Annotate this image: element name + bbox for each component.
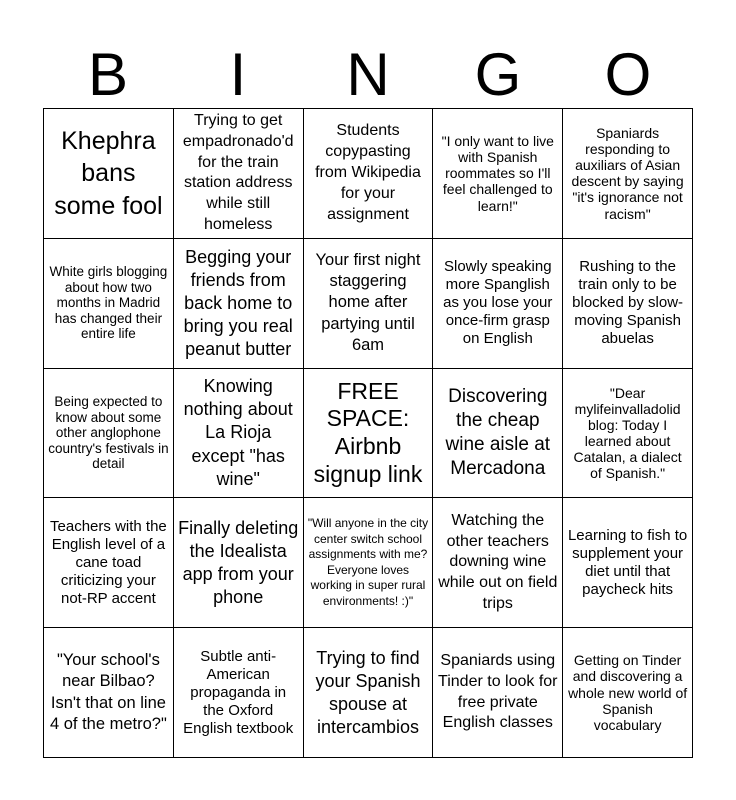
bingo-cell-r1-c1[interactable]: Khephra bans some fool	[44, 109, 174, 239]
bingo-cell-r2-c5[interactable]: Rushing to the train only to be blocked by slow-moving Spanish abuelas	[563, 239, 693, 369]
header-letter-g: G	[474, 41, 522, 108]
header-letter-b: B	[87, 41, 129, 108]
bingo-cell-r3-c3-free-space[interactable]: FREE SPACE: Airbnb signup link	[304, 369, 434, 499]
bingo-cell-r3-c2[interactable]: Knowing nothing about La Rioja except "has wine"	[174, 369, 304, 499]
bingo-cell-r2-c4[interactable]: Slowly speaking more Spanglish as you lose your once-firm grasp on English	[433, 239, 563, 369]
bingo-cell-r1-c2[interactable]: Trying to get empadronado'd for the train station address while still homeless	[174, 109, 304, 239]
bingo-cell-r2-c3[interactable]: Your first night staggering home after partying until 6am	[304, 239, 434, 369]
bingo-cell-r1-c5[interactable]: Spaniards responding to auxiliars of Asian descent by saying "it's ignorance not racism"	[563, 109, 693, 239]
bingo-cell-r4-c2[interactable]: Finally deleting the Idealista app from your phone	[174, 498, 304, 628]
bingo-cell-r3-c1[interactable]: Being expected to know about some other anglophone country's festivals in detail	[44, 369, 174, 499]
bingo-cell-r4-c1[interactable]: Teachers with the English level of a cane toad criticizing your not-RP accent	[44, 498, 174, 628]
header-letter-o: O	[604, 41, 652, 108]
bingo-cell-r4-c4[interactable]: Watching the other teachers downing wine while out on field trips	[433, 498, 563, 628]
header-letter-n: N	[346, 41, 390, 108]
header-letter-i: I	[229, 41, 247, 108]
bingo-cell-r5-c5[interactable]: Getting on Tinder and discovering a whole new world of Spanish vocabulary	[563, 628, 693, 758]
bingo-cell-r2-c1[interactable]: White girls blogging about how two months in Madrid has changed their entire life	[44, 239, 174, 369]
bingo-cell-r5-c3[interactable]: Trying to find your Spanish spouse at intercambios	[304, 628, 434, 758]
bingo-cell-r4-c5[interactable]: Learning to fish to supplement your diet until that paycheck hits	[563, 498, 693, 628]
bingo-grid	[43, 108, 693, 758]
bingo-cell-r1-c3[interactable]: Students copypasting from Wikipedia for your assignment	[304, 109, 434, 239]
bingo-cell-r1-c4[interactable]: "I only want to live with Spanish roommates so I'll feel challenged to learn!"	[433, 109, 563, 239]
bingo-cell-r3-c5[interactable]: "Dear mylifeinvalladolid blog: Today I learned about Catalan, a dialect of Spanish."	[563, 369, 693, 499]
bingo-cell-r5-c2[interactable]: Subtle anti-American propaganda in the Oxford English textbook	[174, 628, 304, 758]
bingo-cell-r5-c4[interactable]: Spaniards using Tinder to look for free private English classes	[433, 628, 563, 758]
bingo-header	[43, 42, 693, 108]
bingo-cell-r4-c3[interactable]: "Will anyone in the city center switch school assignments with me? Everyone loves working in super rural environments! :)"	[304, 498, 434, 628]
bingo-cell-r2-c2[interactable]: Begging your friends from back home to bring you real peanut butter	[174, 239, 304, 369]
bingo-cell-r3-c4[interactable]: Discovering the cheap wine aisle at Mercadona	[433, 369, 563, 499]
bingo-cell-r5-c1[interactable]: "Your school's near Bilbao? Isn't that on line 4 of the metro?"	[44, 628, 174, 758]
